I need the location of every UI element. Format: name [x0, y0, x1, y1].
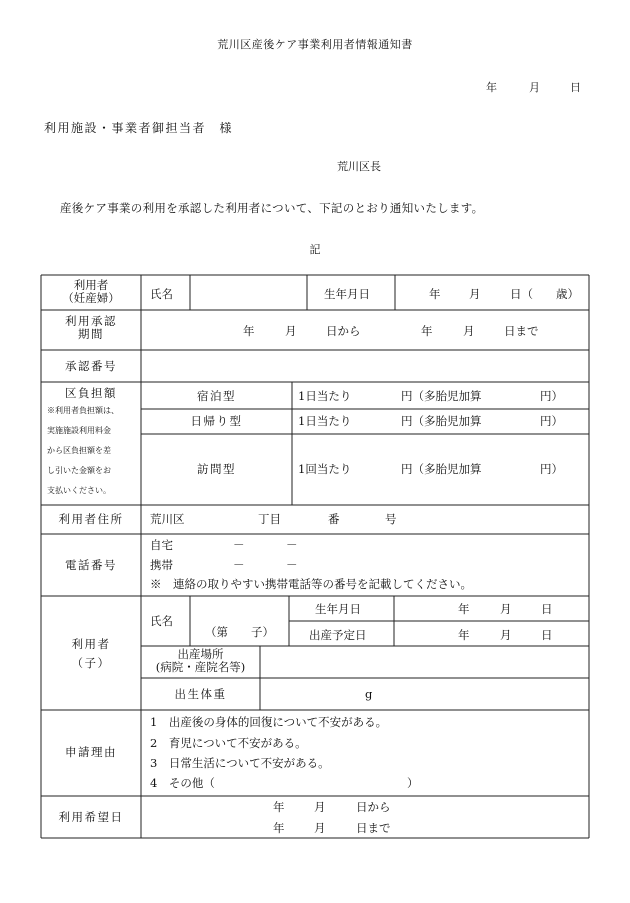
phone-label: 電話番号: [65, 558, 117, 572]
child-birth-label: 生年月日: [315, 602, 361, 616]
user-label-line2: （妊産婦）: [62, 291, 120, 306]
desired-to-month: 月: [314, 821, 326, 835]
user-name-label: 氏名: [150, 287, 173, 301]
burden-yen-stay: 円（多胎児加算: [401, 389, 482, 403]
child-due-year: 年: [458, 628, 470, 642]
user-name-field[interactable]: [191, 276, 306, 309]
ward-burden-note-4: し引いた金額をお: [47, 466, 111, 475]
desired-date-label: 利用希望日: [58, 810, 124, 824]
reason-item-2: 2 育児について不安がある。: [150, 736, 307, 750]
reason-close-paren: ）: [407, 776, 419, 790]
address-chome: 丁目: [258, 512, 281, 526]
intro-text: 産後ケア事業の利用を承認した利用者について、下記のとおり通知いたします。: [60, 201, 484, 215]
reason-item-3: 3 日常生活について不安がある。: [150, 756, 330, 770]
child-label-line2: （子）: [71, 656, 111, 671]
date-day: 日: [570, 81, 581, 94]
reason-label: 申請理由: [65, 745, 117, 759]
approval-from-month: 月: [285, 324, 297, 338]
approval-to-day: 日まで: [504, 324, 539, 338]
burden-type-stay: 宿泊型: [197, 389, 236, 403]
document-title: 荒川区産後ケア事業利用者情報通知書: [217, 38, 413, 51]
user-label-line1: 利用者: [73, 278, 109, 292]
child-name-label: 氏名: [150, 614, 173, 628]
child-place-line1: 出産場所: [177, 647, 224, 661]
phone-home-dash-1: －: [233, 538, 245, 552]
user-label: [41, 279, 141, 305]
phone-mobile-dash-1: －: [233, 558, 245, 572]
child-birth-year: 年: [458, 602, 470, 616]
approval-period-label-line1: 利用承認: [65, 314, 117, 328]
phone-mobile-dash-2: －: [286, 558, 298, 572]
desired-to-year: 年: [273, 821, 285, 835]
desired-from-year: 年: [273, 800, 285, 814]
child-place-line2: (病院・産院名等): [155, 660, 246, 675]
approval-from-year: 年: [243, 324, 255, 338]
burden-yen-daytrip: 円（多胎児加算: [401, 414, 482, 428]
address-label: 利用者住所: [58, 512, 124, 526]
burden-yen-end-stay: 円）: [540, 389, 563, 403]
child-due-label: 出産予定日: [309, 628, 367, 642]
ward-burden-note-5: 支払いください。: [47, 486, 111, 495]
phone-home-label: 自宅: [150, 538, 173, 552]
date-month: 月: [529, 81, 540, 94]
burden-unit-stay: 1日当たり: [298, 389, 352, 403]
burden-yen-visit: 円（多胎児加算: [401, 462, 482, 476]
sender: 荒川区長: [337, 160, 381, 173]
approval-period-label-line2: 期間: [78, 327, 104, 342]
approval-to-month: 月: [463, 324, 475, 338]
approval-from-day: 日から: [326, 324, 361, 338]
child-weight-label: 出生体重: [174, 687, 227, 701]
address-ban: 番: [328, 512, 340, 526]
desired-from-month: 月: [314, 800, 326, 814]
approval-number-field[interactable]: [142, 351, 588, 381]
child-label: [41, 638, 141, 670]
child-place-field[interactable]: [261, 647, 588, 677]
approval-period-label: [41, 315, 141, 341]
address-go: 号: [385, 512, 397, 526]
burden-type-daytrip: 日帰り型: [190, 414, 243, 428]
user-birth-label: 生年月日: [324, 287, 370, 301]
burden-unit-daytrip: 1日当たり: [298, 414, 352, 428]
child-label-line1: 利用者: [71, 637, 111, 651]
user-birth-month: 月: [469, 287, 481, 301]
child-birth-day: 日: [541, 602, 553, 616]
desired-from-day: 日から: [356, 800, 391, 814]
child-place-label: [141, 648, 260, 674]
ward-burden-note-3: から区負担額を差: [47, 446, 111, 455]
reason-item-1: 1 出産後の身体的回復について不安がある。: [150, 715, 388, 729]
desired-to-day: 日まで: [356, 821, 391, 835]
user-birth-year: 年: [429, 287, 441, 301]
burden-yen-end-visit: 円）: [540, 462, 563, 476]
ward-burden-note-2: 実施施設利用料金: [47, 426, 111, 435]
burden-yen-end-daytrip: 円）: [540, 414, 563, 428]
burden-unit-visit: 1回当たり: [298, 462, 352, 476]
approval-to-year: 年: [421, 324, 433, 338]
phone-mobile-label: 携帯: [150, 558, 173, 572]
addressee: 利用施設・事業者御担当者 様: [44, 121, 234, 135]
phone-home-dash-2: －: [286, 538, 298, 552]
ward-burden-note-1: ※利用者負担額は、: [47, 406, 119, 415]
burden-type-visit: 訪問型: [197, 462, 236, 476]
user-birth-day-age: 日（ 歳）: [510, 287, 579, 301]
child-birth-month: 月: [500, 602, 512, 616]
ward-burden-label: 区負担額: [65, 386, 117, 400]
child-order: （第 子）: [205, 625, 274, 639]
date-year: 年: [486, 81, 497, 94]
phone-note: ※ 連絡の取りやすい携帯電話等の番号を記載してください。: [150, 577, 472, 591]
approval-number-label: 承認番号: [65, 359, 117, 373]
ki-heading: 記: [309, 243, 321, 256]
child-due-day: 日: [541, 628, 553, 642]
child-due-month: 月: [500, 628, 512, 642]
reason-item-4: 4 その他（: [150, 776, 215, 790]
address-ward: 荒川区: [150, 512, 185, 526]
child-weight-unit: g: [365, 687, 373, 701]
